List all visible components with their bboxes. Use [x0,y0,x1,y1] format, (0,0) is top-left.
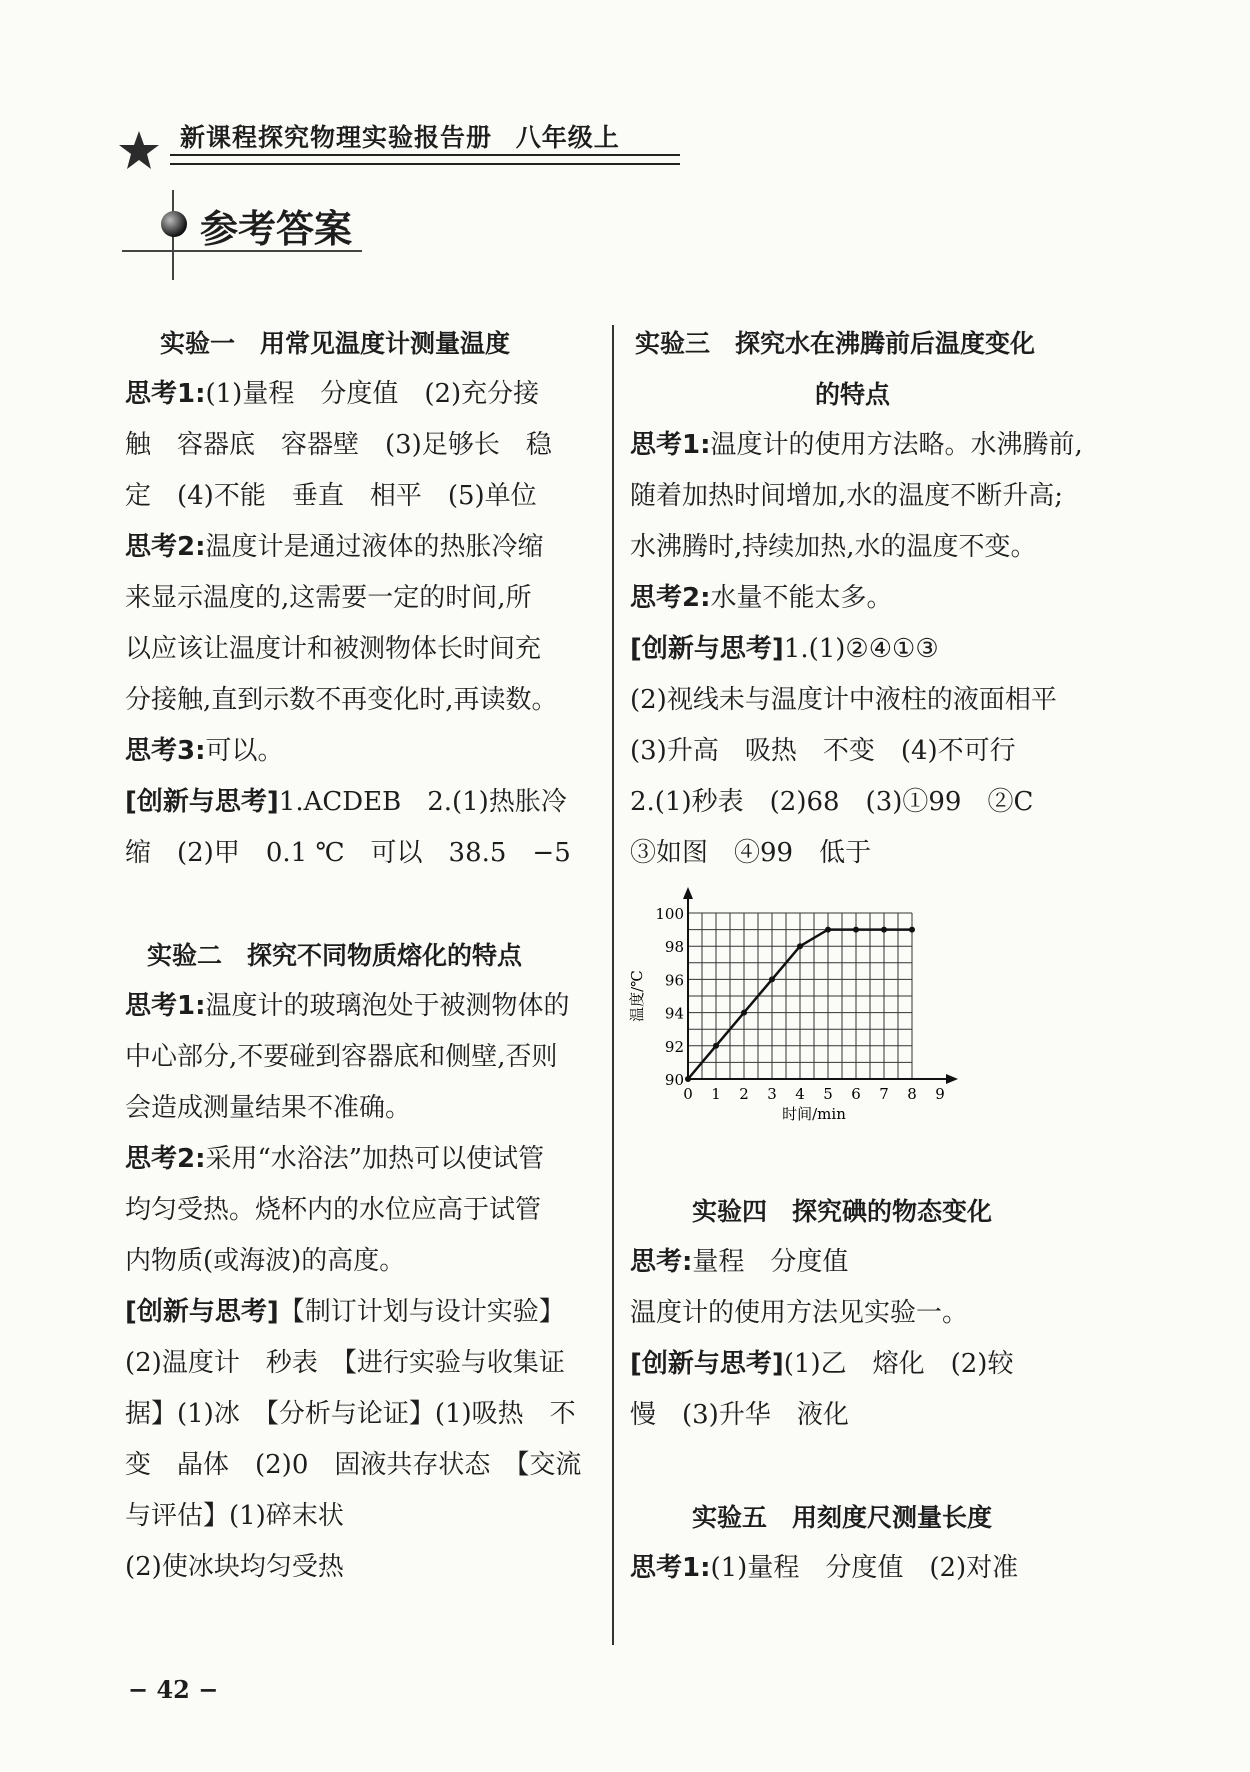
answer-line [125,828,605,879]
data-point [825,927,831,933]
answer-text: 温度计的玻璃泡处于被测物体的 [205,991,570,1021]
answer-line [630,675,1110,726]
answer-line [125,777,605,828]
answer-text: 分接触,直到示数不再变化时,再读数。 [125,685,558,715]
x-tick-label: 8 [907,1085,917,1103]
answer-text: 温度计的使用方法略。水沸腾前, [710,430,1083,460]
answer-text: 与评估】(1)碎末状 [125,1501,344,1531]
answer-text: 触 容器底 容器壁 (3)足够长 稳 [125,430,552,460]
grade-label: 八年级上 [515,123,620,152]
answer-line [125,1134,605,1185]
answer-line [125,1185,605,1236]
answer-text: 以应该让温度计和被测物体长时间充 [125,634,542,664]
x-tick-label: 7 [879,1085,889,1103]
answer-line [125,1287,605,1338]
answer-line [125,1083,605,1134]
answer-label: 思考3: [125,736,206,766]
answer-text: 均匀受热。烧杯内的水位应高于试管 [125,1195,542,1225]
temperature-time-chart [628,889,1070,1149]
answer-line [125,1338,605,1389]
answer-text: 来显示温度的,这需要一定的时间,所 [125,583,532,613]
x-tick-label: 9 [935,1085,945,1103]
answer-line [125,369,605,420]
answer-text: (2)使冰块均匀受热 [125,1552,344,1582]
x-tick-label: 5 [823,1085,833,1103]
exp4-title: 实验四 探究碘的物态变化 [692,1197,993,1226]
answer-line [630,522,1110,573]
answer-text: 据】(1)冰 【分析与论证】(1)吸热 不 [125,1399,576,1429]
answer-text: 温度计是通过液体的热胀冷缩 [205,532,544,562]
data-point [881,927,887,933]
answer-line [630,420,1110,471]
exp2-title: 实验二 探究不同物质熔化的特点 [147,941,523,970]
answer-text: 1.(1)②④①③ [783,634,939,664]
answer-text: 1.ACDEB 2.(1)热胀冷 [278,787,567,817]
book-header [180,118,620,154]
answer-line [125,1236,605,1287]
book-title: 新课程探究物理实验报告册 [180,123,493,152]
answer-text: 中心部分,不要碰到容器底和侧壁,否则 [125,1042,558,1072]
answer-text: 量程 分度值 [692,1247,849,1277]
answer-line [630,1390,1110,1441]
answer-text: ③如图 ④99 低于 [630,838,872,868]
answer-text: 变 晶体 (2)0 固液共存状态 【交流 [125,1450,582,1480]
answer-label: 思考1: [630,1553,711,1583]
answer-line [125,471,605,522]
data-point [853,927,859,933]
answer-text: 内物质(或海波)的高度。 [125,1246,406,1276]
answer-label: [创新与思考] [630,1349,784,1379]
bullet-ball-icon [160,210,188,238]
answer-text: 可以。 [205,736,284,766]
answer-line [125,573,605,624]
answer-text: (3)升高 吸热 不变 (4)不可行 [630,736,1016,766]
answer-label: 思考1: [630,430,711,460]
y-axis-arrow [683,887,693,899]
answer-line [125,522,605,573]
answer-text: 水量不能太多。 [710,583,893,613]
answer-label: 思考2: [630,583,711,613]
answer-label: [创新与思考] [125,1297,279,1327]
header-rule [170,163,680,165]
exp3-title: 实验三 探究水在沸腾前后温度变化 [635,329,1036,358]
x-tick-label: 6 [851,1085,861,1103]
x-tick-label: 3 [767,1085,777,1103]
answer-label: [创新与思考] [125,787,279,817]
data-point [769,976,775,982]
y-tick-label: 90 [664,1071,684,1089]
y-tick-label: 92 [664,1037,684,1056]
x-tick-label: 2 [739,1085,749,1103]
answer-text: 缩 (2)甲 0.1 ℃ 可以 38.5 −5 [125,838,571,868]
answer-text: 慢 (3)升华 液化 [630,1400,849,1430]
answer-text: 2.(1)秒表 (2)68 (3)①99 ②C [630,787,1034,817]
answer-line [630,573,1110,624]
y-tick-label: 96 [664,971,684,990]
exp5-title: 实验五 用刻度尺测量长度 [692,1503,993,1532]
answer-text: (2)温度计 秒表 【进行实验与收集证 [125,1348,565,1378]
page-number: − 42 − [128,1675,219,1704]
x-axis-label: 时间/min [782,1105,846,1123]
answer-line [125,726,605,777]
answer-label: 思考2: [125,532,206,562]
answer-line [125,1491,605,1542]
answer-line [630,1288,1110,1339]
answer-line [125,1389,605,1440]
x-tick-label: 0 [683,1085,693,1103]
answer-text: (1)量程 分度值 (2)充分接 [205,379,540,409]
x-axis-arrow [946,1074,958,1084]
answer-line [125,420,605,471]
section-title: 参考答案 [200,207,353,251]
answer-text: (1)乙 熔化 (2)较 [783,1349,1014,1379]
answer-label: 思考1: [125,379,206,409]
column-divider [612,325,614,1645]
answer-text: 水沸腾时,持续加热,水的温度不变。 [630,532,1037,562]
y-axis-label: 温度/℃ [628,970,646,1022]
answer-line [125,1440,605,1491]
answer-line [630,1543,1110,1594]
data-point [713,1043,719,1049]
answer-text: 定 (4)不能 垂直 相平 (5)单位 [125,481,537,511]
answer-text: 采用“水浴法”加热可以使试管 [205,1144,545,1174]
answer-line [630,624,1110,675]
answer-line [125,624,605,675]
answer-line [125,1542,605,1593]
answer-line [630,471,1110,522]
answer-text: 随着加热时间增加,水的温度不断升高; [630,481,1064,511]
answer-line [630,777,1110,828]
answer-line [630,1237,1110,1288]
left-column [125,318,605,1593]
data-point [797,943,803,949]
exp1-title: 实验一 用常见温度计测量温度 [160,329,511,358]
data-point [741,1010,747,1016]
answer-text: 【制订计划与设计实验】 [278,1297,565,1327]
star-icon [118,130,160,170]
answer-line [630,1339,1110,1390]
answer-line [630,726,1110,777]
answer-text: 温度计的使用方法见实验一。 [630,1298,969,1328]
answer-label: [创新与思考] [630,634,784,664]
answer-line [125,981,605,1032]
answer-text: 会造成测量结果不准确。 [125,1093,412,1123]
answer-line [630,828,1110,879]
header-rule [170,154,680,156]
x-tick-label: 1 [711,1085,721,1103]
answer-label: 思考2: [125,1144,206,1174]
answer-text: (2)视线未与温度计中液柱的液面相平 [630,685,1057,715]
data-point [685,1076,691,1082]
answer-label: 思考1: [125,991,206,1021]
y-tick-label: 94 [664,1004,684,1023]
answer-label: 思考: [630,1247,693,1277]
right-column [630,318,1110,1594]
answer-text: (1)量程 分度值 (2)对准 [710,1553,1019,1583]
data-point [909,927,915,933]
y-tick-label: 98 [664,938,684,957]
x-tick-label: 4 [795,1085,805,1103]
y-tick-label: 100 [655,905,684,923]
answer-line [125,1032,605,1083]
exp3-title-cont: 的特点 [815,380,891,409]
answer-line [125,675,605,726]
